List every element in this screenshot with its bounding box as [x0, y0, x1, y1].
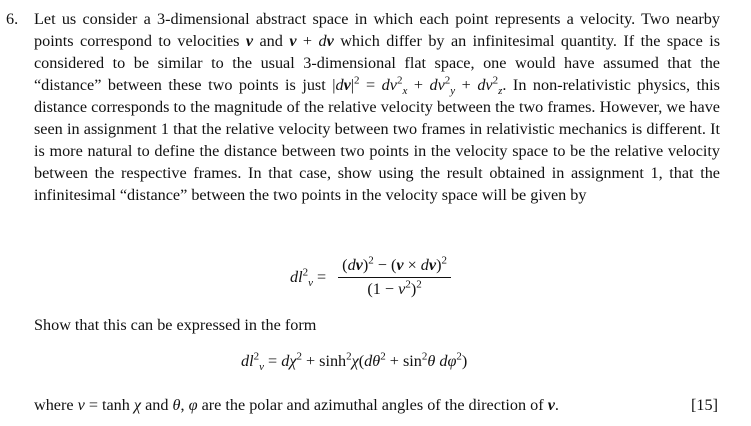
equation-lhs: $dl^2_v$ = — [290, 266, 327, 290]
problem-number: 6. — [6, 10, 19, 28]
fraction — [338, 256, 451, 299]
equation-hyperbolic-form: $dl^2_v = d\chi^2 + \sinh^2\chi(d\theta^2 + \sin^2\theta$ $d\varphi^2$) — [241, 350, 468, 374]
equation-distance-formula — [290, 256, 451, 299]
problem-statement: Let us consider a 3-dimensional abstract space in which each point represents a velocity. Two nearby points correspond to velocities v and v + dv which differ by an infinitesimal quantity. If the space is considered to be similar to the usual 3-dimensional flat space, one would have assumed that the “distance” between these two points is just $|dv|^2 = dv^2_x + dv^2_y + dv^2_z$. In non-relativistic physics, this distance corresponds to the magnitude of the relative velocity between the two frames. However, we have seen in assignment 1 that the relative velocity between two frames in relativistic mechanics is different. It is more natural to define the distance between two points in the velocity space to be the relative velocity between the respective frames. In that case, show using the result obtained in assignment 1, that the infinitesimal “distance” between the two points in the velocity space will be given by — [34, 10, 721, 204]
marks-label: [15] — [691, 396, 718, 414]
fraction-numerator: (dv)$^2$ − (v × dv)$^2$ — [338, 256, 451, 278]
fraction-denominator: $(1 - v^2)^2$ — [367, 278, 422, 298]
intro-line: Show that this can be expressed in the form — [34, 316, 317, 334]
problem-6 — [6, 8, 720, 206]
closing-line: where v = tanh χ and θ, φ are the polar and azimuthal angles of the direction of v. — [34, 396, 559, 414]
